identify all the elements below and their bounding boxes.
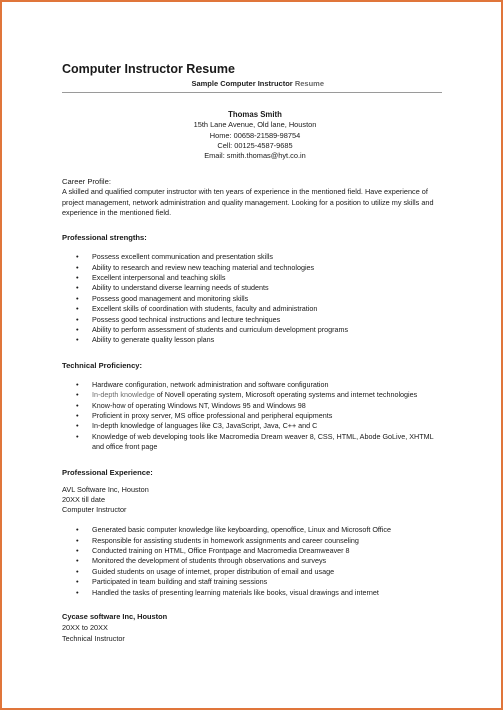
list-item: • Monitored the development of students through observations and surveys	[62, 556, 442, 566]
job-2-company: Cycase software Inc, Houston	[62, 612, 168, 622]
list-item: • Guided students on usage of internet, proper distribution of email and usage	[62, 567, 442, 577]
job-1-duties	[62, 525, 442, 598]
job-1-role: Computer Instructor	[62, 505, 127, 514]
list-item: • Participated in team building and staff training sessions	[62, 577, 442, 587]
job-2-dates: 20XX to 20XX	[62, 623, 108, 633]
list-item: • Ability to generate quality lesson plans	[62, 335, 442, 345]
list-item: • Ability to research and review new teaching material and technologies	[62, 263, 442, 273]
list-item: • Possess good management and monitoring skills	[62, 294, 442, 304]
list-item: • Conducted training on HTML, Office Frontpage and Macromedia Dreamweaver 8	[62, 546, 442, 556]
contact-cell-phone: Cell: 00125-4587-9685	[217, 140, 293, 150]
career-profile-text: A skilled and qualified computer instructor with ten years of experience in the mentioned field. Have experience of project management, network administration and quality management. Looking for a position to utilize my skills and experience in the mentioned field.	[62, 187, 434, 217]
resume-document	[62, 62, 442, 645]
list-item: • Responsible for assisting students in homework assignments and career counseling	[62, 536, 442, 546]
list-item: • Proficient in proxy server, MS office professional and peripheral equipments	[62, 411, 442, 421]
list-item: • Handled the tasks of presenting learning materials like books, visual drawings and internet	[62, 588, 442, 598]
contact-email: Email: smith.thomas@hyt.co.in	[204, 151, 306, 161]
contact-address: 15th Lane Avenue, Old lane, Houston	[193, 120, 317, 130]
strengths-list	[62, 252, 442, 346]
list-item: • Excellent interpersonal and teaching skills	[62, 273, 442, 283]
subtitle-main: Sample Computer Instructor	[191, 79, 293, 88]
resume-subtitle	[62, 79, 442, 88]
list-item-emphasis: In-depth knowledge	[92, 390, 155, 400]
list-item: • Excellent skills of coordination with students, faculty and administration	[62, 304, 442, 314]
list-item: • Hardware configuration, network administration and software configuration	[62, 380, 442, 390]
subtitle-suffix: Resume	[294, 79, 324, 88]
technical-list	[62, 380, 442, 453]
list-item: • Possess good technical instructions and lecture techniques	[62, 315, 442, 325]
job-2-role: Technical Instructor	[62, 634, 125, 644]
contact-home-phone: Home: 00658-21589-98754	[209, 130, 301, 140]
technical-heading: Technical Proficiency:	[62, 360, 143, 370]
list-item: • Ability to perform assessment of students and curriculum development programs	[62, 325, 442, 335]
candidate-name: Thomas Smith	[228, 110, 282, 119]
list-item: • Ability to understand diverse learning needs of students	[62, 283, 442, 293]
job-1-dates: 20XX till date	[62, 494, 105, 504]
list-item	[62, 390, 442, 400]
list-item: • Generated basic computer knowledge like keyboarding, openoffice, Linux and Microsoft Office	[62, 525, 442, 535]
strengths-heading: Professional strengths:	[62, 233, 147, 243]
experience-heading: Professional Experience:	[62, 467, 153, 477]
list-item: • In-depth knowledge of languages like C3, JavaScript, Java, C++ and C	[62, 421, 442, 431]
list-item: • Know-how of operating Windows NT, Windows 95 and Windows 98	[62, 401, 442, 411]
job-1-company: AVL Software Inc, Houston	[62, 484, 149, 494]
resume-title: Computer Instructor Resume	[62, 62, 235, 76]
list-item: • Knowledge of web developing tools like Macromedia Dream weaver 8, CSS, HTML, Abode GoLive, XHTML and office front page	[62, 432, 442, 453]
list-item-text: of Novell operating system, Microsoft operating systems and internet technologies	[154, 390, 418, 400]
title-divider	[62, 92, 442, 93]
career-profile-heading: Career Profile:	[62, 177, 111, 187]
job-1-info	[62, 485, 442, 516]
list-item: • Possess excellent communication and presentation skills	[62, 252, 442, 262]
contact-block	[62, 110, 442, 161]
